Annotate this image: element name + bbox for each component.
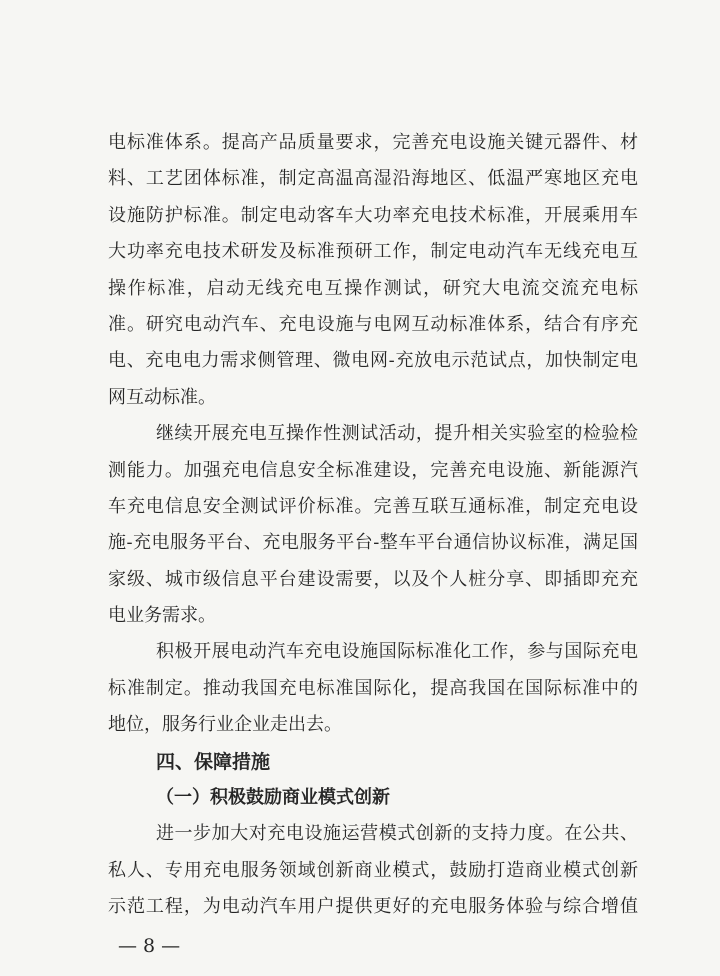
page-number: — 8 — <box>118 935 181 957</box>
text-line: 网互动标准。 <box>108 386 216 408</box>
text-line: 设施防护标准。制定电动客车大功率充电技术标准，开展乘用车 <box>108 204 638 226</box>
text-line: 继续开展充电互操作性测试活动，提升相关实验室的检验检 <box>156 423 638 445</box>
text-line: 大功率充电技术研发及标准预研工作，制定电动汽车无线充电互 <box>108 241 638 263</box>
subsection-heading <box>108 780 638 816</box>
text-line: 电、充电电力需求侧管理、微电网-充放电示范试点，加快制定电 <box>108 350 638 372</box>
text-line: 施-充电服务平台、充电服务平台-整车平台通信协议标准，满足国 <box>108 532 638 554</box>
text-line: 进一步加大对充电设施运营模式创新的支持力度。在公共、 <box>156 823 638 845</box>
text-line: 四、保障措施 <box>156 750 271 773</box>
text-line: 家级、城市级信息平台建设需要，以及个人桩分享、即插即充充 <box>108 568 638 590</box>
paragraph <box>108 416 638 634</box>
text-line: 积极开展电动汽车充电设施国际标准化工作，参与国际充电 <box>156 641 638 663</box>
text-line: 标准制定。推动我国充电标准国际化，提高我国在国际标准中的 <box>108 677 638 699</box>
text-line: （一）积极鼓励商业模式创新 <box>156 787 390 809</box>
section-heading <box>108 744 638 780</box>
paragraph <box>108 125 638 416</box>
text-line: 车充电信息安全测试评价标准。完善互联互通标准，制定充电设 <box>108 495 638 517</box>
text-line: 测能力。加强充电信息安全标准建设，完善充电设施、新能源汽 <box>108 459 638 481</box>
text-line: 电业务需求。 <box>108 605 216 627</box>
document-body <box>108 125 638 926</box>
text-line: 地位，服务行业企业走出去。 <box>108 714 342 736</box>
text-line: 准。研究电动汽车、充电设施与电网互动标准体系，结合有序充 <box>108 313 638 335</box>
text-line: 电标准体系。提高产品质量要求，完善充电设施关键元器件、材 <box>108 132 638 153</box>
text-line: 私人、专用充电服务领域创新商业模式，鼓励打造商业模式创新 <box>108 859 638 881</box>
text-line: 操作标准，启动无线充电互操作测试，研究大电流交流充电标 <box>108 277 638 299</box>
paragraph <box>108 634 638 743</box>
text-line: 示范工程，为电动汽车用户提供更好的充电服务体验与综合增值 <box>108 896 638 918</box>
text-line: 料、工艺团体标准，制定高温高湿沿海地区、低温严寒地区充电 <box>108 168 638 190</box>
paragraph <box>108 816 638 925</box>
